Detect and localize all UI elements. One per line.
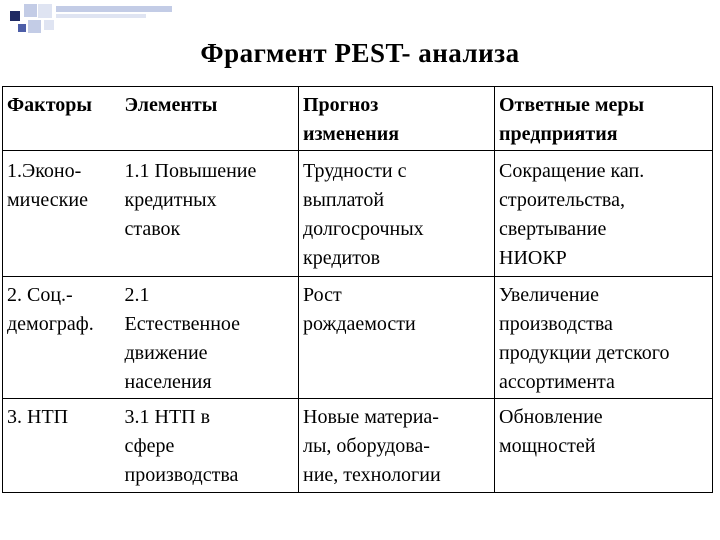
factor-cell: 1.Эконо- мические <box>3 151 123 277</box>
response-cell: Увеличение производства продукции детского ассортимента <box>495 277 713 399</box>
response-cell: Обновление мощностей <box>495 399 713 493</box>
table-row <box>3 277 713 399</box>
table-row <box>3 399 713 493</box>
header-factor: Факторы <box>3 87 123 151</box>
page-title: Фрагмент PEST- анализа <box>200 38 520 68</box>
element-cell: 1.1 Повышение кредитных ставок <box>123 151 299 277</box>
response-cell: Сокращение кап. строительства, свертывание НИОКР <box>495 151 713 277</box>
header-forecast: Прогноз изменения <box>299 87 495 151</box>
corner-decoration <box>0 0 150 40</box>
factor-cell: 2. Соц.- демограф. <box>3 277 123 399</box>
forecast-cell: Трудности с выплатой долгосрочных кредитов <box>299 151 495 277</box>
forecast-cell: Новые материа- лы, оборудова- ние, технологии <box>299 399 495 493</box>
pest-table <box>2 86 713 493</box>
table-row <box>3 151 713 277</box>
forecast-cell: Рост рождаемости <box>299 277 495 399</box>
element-cell: 3.1 НТП в сфере производства <box>123 399 299 493</box>
element-cell: 2.1 Естественное движение населения <box>123 277 299 399</box>
factor-cell: 3. НТП <box>3 399 123 493</box>
header-response: Ответные меры предприятия <box>495 87 713 151</box>
header-element: Элементы <box>123 87 299 151</box>
table-header-row <box>3 87 713 151</box>
